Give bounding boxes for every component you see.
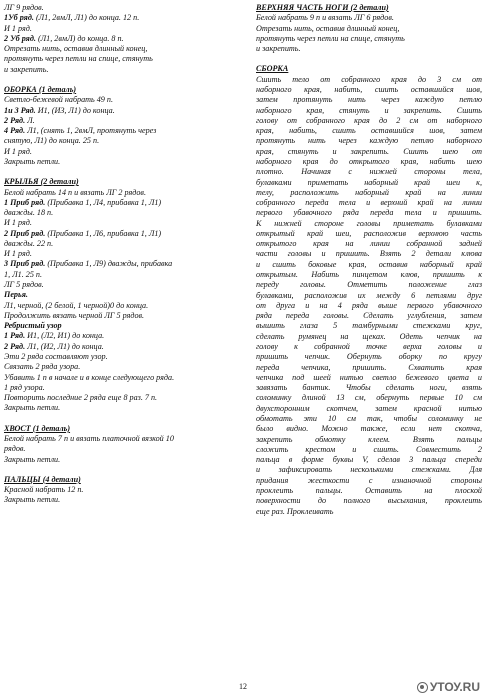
instruction-line (4, 259, 244, 269)
paragraph-line: поверхности до полного высыхания, проклеить (256, 496, 482, 506)
paragraph-line: проклеить пальцы. Оставить на плоской (256, 485, 482, 495)
text-line: Белой набрать 9 п и вязать ЛГ 6 рядов. (256, 13, 394, 23)
paragraph-line: открытый край шеи, расположив верхнюю часть (256, 228, 482, 238)
section-heading: СБОРКА (256, 64, 289, 74)
row-text: (Л1, 2вмЛ, Л1) до конца. 12 п. (33, 13, 140, 23)
paragraph-line: переда чепчика, пришить. Схватить края (256, 362, 482, 372)
paragraph-line: переду головы. Отметить положение глаз (256, 280, 482, 290)
section-heading: ВЕРХНЯЯ ЧАСТЬ НОГИ (2 детали) (256, 3, 389, 12)
paragraph-line: чепчика под шеей нитью светло бежевого цвета и (256, 372, 482, 382)
paragraph-line: вышить глаза 5 тамбурными стежками круг, (256, 321, 482, 331)
instruction-line (4, 126, 244, 136)
paragraph-line: двухсторонним скотчем, затем красной нитью (256, 403, 482, 413)
paragraph-line: булавками приметать наборный край шеи к, (256, 177, 482, 187)
instruction-line (4, 106, 244, 116)
paragraph-line: завязать бантик. Чтобы сделать ноги, взять (256, 383, 482, 393)
text-line: Белой набрать 7 п и вязать платочной вязкой 10 (4, 433, 174, 443)
text-line: и закрепить. (4, 64, 49, 74)
subheading: Перья. (4, 290, 28, 300)
paragraph-line: затем протянуть нить через каждую петлю (256, 95, 482, 105)
paragraph-line: сделать румянец на щеках. Одеть чепчик на (256, 331, 482, 341)
text-line: рядов. (4, 444, 26, 454)
paragraph-line: края, набить, сшить оставшийся шов, затем (256, 126, 482, 136)
row-text: И1, (ИЗ, Л1) до конца. (35, 105, 115, 115)
paragraph-line: края, стянуть и закрепить. Сшить шею от (256, 146, 482, 156)
text-line: Белой набрать 14 п и вязать ЛГ 2 рядов. (4, 187, 146, 197)
row-text: Л. (25, 115, 35, 125)
text-line: Отрезать нить, оставив длинный конец, (4, 44, 148, 54)
paragraph-line: наборного края, набить, сшить оставшийся шов, (256, 84, 482, 94)
paragraph-line: обмотать эти 10 см так, чтобы соломинку не (256, 413, 482, 423)
instruction-line (4, 342, 244, 352)
paragraph-line: телу, расположить наборный край на линии (256, 187, 482, 197)
row-text: (Л1, 2вмЛ) до конца. 8 п. (35, 33, 124, 43)
row-text: И1, (Л2, И1) до конца. (25, 331, 105, 341)
text-line: Светло-бежевой набрать 49 п. (4, 95, 113, 105)
paragraph-line: пальца в форме буквы V, сделав 3 пальца спереди (256, 455, 482, 465)
text-line: протянуть через петли на спице, стянуть (256, 33, 405, 43)
text-line: Продолжить вязать черной ЛГ 5 рядов. (4, 310, 145, 320)
text-line: дважды. 18 п. (4, 208, 54, 218)
row-label: 2 Приб ряд. (4, 228, 46, 238)
paragraph-line: пришить чепчик. Обернуть оборку по кругу (256, 352, 482, 362)
row-label: 2 Ряд. (4, 341, 26, 351)
subheading: Ребристый узор (4, 321, 62, 331)
section-heading: ХВОСТ (1 деталь) (4, 423, 71, 433)
left-column (4, 3, 244, 506)
paragraph-line: К нижней стороне головы приметать булавками (256, 218, 482, 228)
paragraph-line: закрепить обмотку клеем. Взять пальцы (256, 434, 482, 444)
text-line: ЛГ 5 рядов. (4, 280, 44, 290)
instruction-line (4, 34, 244, 44)
text-line: Закрыть петли. (4, 156, 61, 166)
text-line: снятую, Л1) до конца. 25 п. (4, 136, 100, 146)
right-column (256, 3, 482, 517)
paragraph-line: было видно. Можно также, если нет скотча, (256, 424, 482, 434)
logo-icon (417, 682, 428, 693)
row-text: (Прибавка 1, Л6, прибавка 1, Л1) (45, 228, 162, 238)
paragraph-line: открытым. Набить пинцетом клюв, пришить к (256, 270, 482, 280)
row-label: 2 Уб ряд. (4, 33, 36, 43)
paragraph-line: открытого края на линии собранной задней (256, 239, 482, 249)
instruction-line (4, 198, 244, 208)
section-heading: ОБОРКА (1 деталь) (4, 84, 77, 94)
row-label: 1Уб ряд. (4, 13, 34, 23)
paragraph-line: Сшить тело от собранного края до 3 см от (256, 74, 482, 84)
text-line: 1 ряд узора. (4, 382, 45, 392)
text-line: И 1 ряд. (4, 249, 32, 259)
text-line: Эти 2 ряда составляют узор. (4, 352, 108, 361)
text-line: Убавить 1 п в начале и в конце следующего ряда. (4, 372, 175, 382)
text-line: И 1 ряд. (4, 146, 32, 156)
text-line: и закрепить. (256, 44, 301, 54)
row-label: 2 Ряд. (4, 115, 26, 125)
row-label: 1и 3 Ряд. (4, 105, 36, 115)
paragraph-line: голову к собранной точке верха головы и (256, 342, 482, 351)
text-line: Отрезать нить, оставив длинный конец, (256, 23, 400, 33)
text-line: И 1 ряд. (4, 218, 32, 228)
paragraph-line: наборного края, стянуть и закрепить. Сшить (256, 105, 482, 115)
row-label: 1 Приб ряд. (4, 197, 46, 207)
row-label: 1 Ряд. (4, 331, 26, 341)
text-line: Повторить последние 2 ряда еще 8 раз. 7 п. (4, 393, 158, 403)
paragraph-line: наборного края до открытого края, набить шею (256, 156, 482, 166)
text-line: Закрыть петли. (4, 403, 61, 413)
paragraph-line: придания жесткости с изнаночной стороны (256, 475, 482, 485)
row-text: Л1, (снять 1, 2вмЛ, протянуть через (25, 126, 157, 136)
row-label: 4 Ряд. (4, 126, 26, 136)
paragraph-line: части головы и пришить. Взять 2 детали клюва (256, 249, 482, 259)
text-line: Закрыть петли. (4, 454, 61, 464)
text-line: И 1 ряд. (4, 23, 32, 33)
text-line: Закрыть петли. (4, 495, 61, 505)
paragraph-line: протянуть нить через каждую петлю наборного (256, 136, 482, 146)
text-line: еще раз. Проклеивать (256, 506, 334, 516)
text-line: Л1, черной, (2 белой, 1 черной)0 до конца. (4, 300, 149, 310)
instruction-line (4, 331, 244, 341)
text-line: 1, Л1. 25 п. (4, 269, 43, 279)
paragraph-line: собранного переда тела и верхний край на линии (256, 198, 482, 208)
text-line: Красной набрать 12 п. (4, 485, 84, 495)
row-text: (Прибавка 1, Л4, прибавка 1, Л1) (45, 197, 162, 207)
paragraph-line: плотно. Начиная с нижней стороны тела, (256, 167, 482, 177)
text-line: ЛГ 9 рядов. (4, 3, 44, 12)
instruction-line (4, 13, 244, 23)
instruction-line (4, 116, 244, 126)
section-heading: КРЫЛЬЯ (2 детали) (4, 177, 79, 187)
paragraph-line: голову от собранного края до 2 см от наборного (256, 115, 482, 125)
text-line: дважды. 22 п. (4, 238, 54, 248)
row-text: Л1, (И2, Л1) до конца. (25, 341, 104, 351)
text-line: Связать 2 ряда узора. (4, 362, 81, 372)
paragraph-line: булавками, расположив их между 6 петлями друг (256, 290, 482, 300)
paragraph-line: ряда переда головы. Сделать углубления, затем (256, 311, 482, 321)
paragraph-line: и зафиксировать несколькими стежками. Для (256, 465, 482, 475)
paragraph-line: первого убавочного ряда переда тела и пришить. (256, 208, 482, 218)
paragraph-line: и сшить боковые края, оставив наборный край (256, 259, 482, 269)
text-line: протянуть через петли на спице, стянуть (4, 54, 153, 64)
paragraph-line: соломинку длиной 13 см, обернуть первые 10 см (256, 393, 482, 403)
site-logo (417, 680, 480, 694)
paragraph-line: сложить крестом и сшить. Совместить 2 (256, 444, 482, 454)
row-text: (Прибавка 1, Л9) дважды, прибавка (45, 259, 173, 269)
site-logo-text: УТОУ.RU (429, 680, 480, 694)
page-number: 12 (239, 682, 247, 691)
section-heading: ПАЛЬЦЫ (4 детали) (4, 474, 81, 484)
paragraph-line: от друга и на 4 ряда выше первого убавочного (256, 300, 482, 310)
row-label: 3 Приб ряд. (4, 259, 46, 269)
instruction-line (4, 229, 244, 239)
